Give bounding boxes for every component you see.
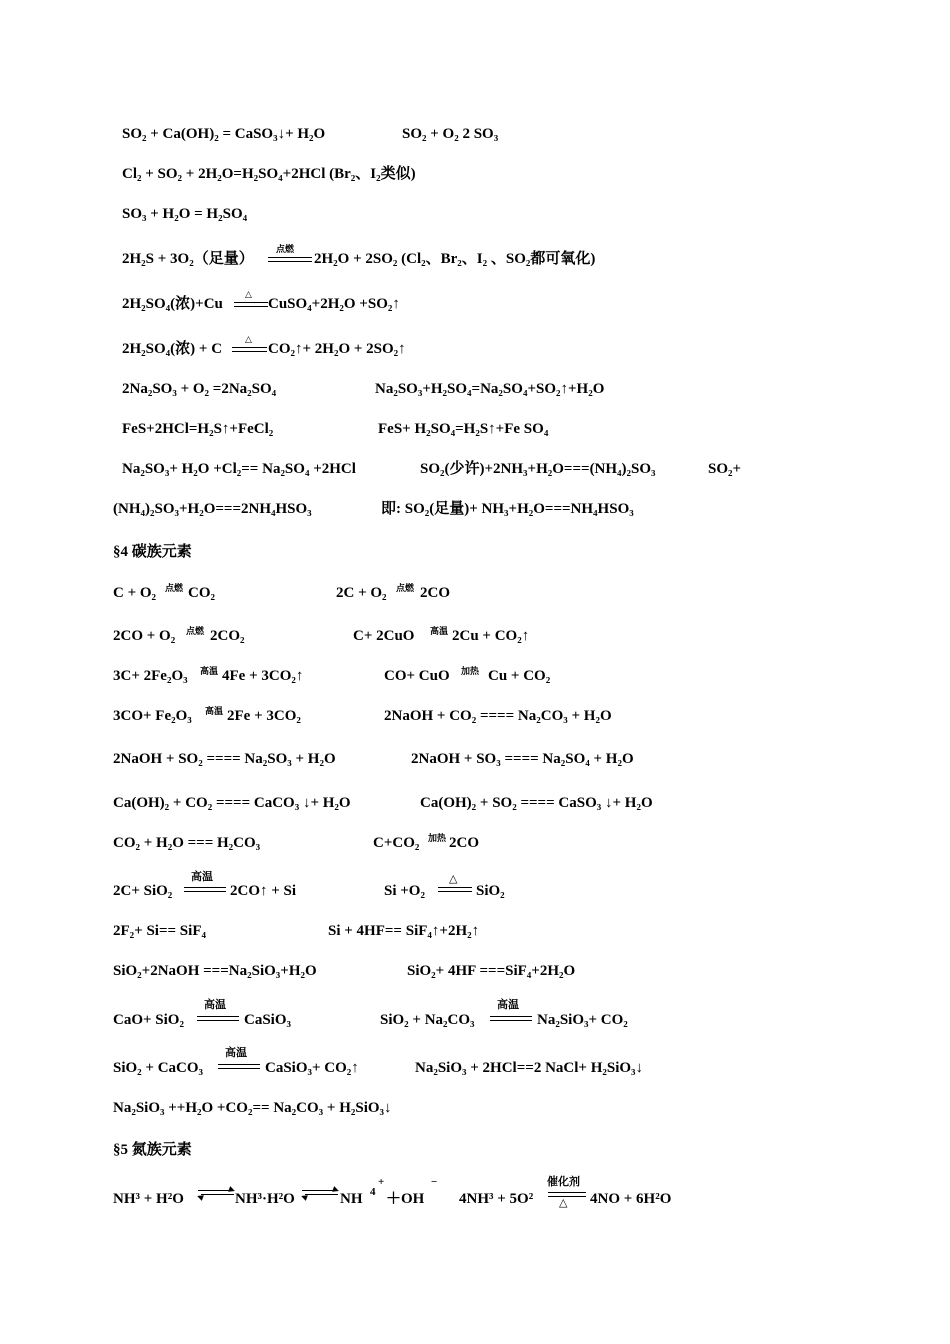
equation: 2H₂O + 2SO₂ (Cl₂、Br₂、I₂ 、SO₂都可氧化)	[314, 251, 596, 267]
reversible-arrow	[198, 1188, 234, 1198]
reaction-condition: 点燃	[165, 583, 184, 593]
equals-sign	[548, 1192, 586, 1197]
equation: Na₂SO₃+H₂SO₄=Na₂SO₄+SO₂↑+H₂O	[375, 381, 605, 397]
equation: 3C+ 2Fe₂O₃	[113, 668, 188, 684]
equation: CuSO₄+2H₂O +SO₂↑	[268, 296, 400, 312]
reaction-condition: 加热	[461, 666, 480, 676]
equation: Na₂SiO₃+ CO₂	[537, 1012, 628, 1028]
equals-sign	[184, 887, 226, 892]
equation: Cl₂ + SO₂ + 2H₂O=H₂SO₄+2HCl (Br₂、I₂类似)	[122, 166, 416, 182]
equation: SiO₂ + CaCO₃	[113, 1060, 204, 1076]
equation: CO+ CuO	[384, 668, 450, 684]
reaction-condition: 高温	[191, 871, 213, 883]
equals-sign	[197, 1016, 239, 1021]
reaction-condition: △	[559, 1197, 568, 1209]
equals-sign	[490, 1016, 532, 1021]
equation: Si + 4HF== SiF₄↑+2H₂↑	[328, 923, 480, 939]
equation: ＋OH	[386, 1191, 425, 1207]
reaction-condition: 高温	[225, 1047, 247, 1059]
equation: 2CO + O₂	[113, 628, 176, 644]
section-heading: §4 碳族元素	[113, 544, 192, 560]
reaction-condition: 点燃	[396, 583, 415, 593]
equation: 2F₂+ Si== SiF₄	[113, 923, 206, 939]
equation: CO₂	[188, 585, 215, 601]
equation: 2H₂S + 3O₂（足量）	[122, 251, 254, 267]
equation: 2CO	[420, 585, 450, 601]
equation: 2NaOH + SO₃ ==== Na₂SO₄ + H₂O	[411, 751, 634, 767]
equation: 2CO₂	[210, 628, 245, 644]
equals-sign	[218, 1064, 260, 1069]
equation: 2Cu + CO₂↑	[452, 628, 530, 644]
equation: 2NaOH + CO₂ ==== Na₂CO₃ + H₂O	[384, 708, 612, 724]
reaction-condition: 高温	[204, 999, 226, 1011]
equation: 2C + O₂	[336, 585, 387, 601]
equation: Na₂SO₃+ H₂O +Cl₂== Na₂SO₄ +2HCl	[122, 461, 356, 477]
reaction-condition: 高温	[205, 706, 224, 716]
equation: 2C+ SiO₂	[113, 883, 173, 899]
equation: SO₂ + Ca(OH)₂ = CaSO₃↓+ H₂O	[122, 126, 326, 142]
equation: C + O₂	[113, 585, 157, 601]
equation: (NH₄)₂SO₃+H₂O===2NH₄HSO₃	[113, 501, 312, 517]
charge-label: −	[431, 1176, 438, 1188]
reaction-condition: △	[449, 873, 458, 885]
equation: Na₂SiO₃ + 2HCl==2 NaCl+ H₂SiO₃↓	[415, 1060, 644, 1076]
equation: 4NH³ + 5O²	[459, 1191, 534, 1207]
reaction-condition: 高温	[497, 999, 519, 1011]
equation: 2CO↑ + Si	[230, 883, 297, 899]
equation: 即: SO₂(足量)+ NH₃+H₂O===NH₄HSO₃	[381, 501, 634, 517]
equation: 2NaOH + SO₂ ==== Na₂SO₃ + H₂O	[113, 751, 336, 767]
equation: SiO₂+ 4HF ===SiF₄+2H₂O	[407, 963, 576, 979]
equation: CO₂↑+ 2H₂O + 2SO₂↑	[268, 341, 406, 357]
equation: SiO₂	[476, 883, 505, 899]
equation: SO₂+	[708, 461, 742, 477]
equation: 2H₂SO₄(浓) + C	[122, 341, 223, 357]
equation: C+ 2CuO	[353, 628, 415, 644]
equation: 3CO+ Fe₂O₃	[113, 708, 192, 724]
equation: Ca(OH)₂ + CO₂ ==== CaCO₃ ↓+ H₂O	[113, 795, 351, 811]
equals-sign	[438, 887, 472, 892]
equals-sign	[234, 302, 268, 307]
equation: FeS+2HCl=H₂S↑+FeCl₂	[122, 421, 274, 437]
equation: SO₃ + H₂O = H₂SO₄	[122, 206, 248, 222]
reaction-condition: 高温	[200, 666, 219, 676]
equation: SO₂ + O₂ 2 SO₃	[402, 126, 499, 142]
equation: Ca(OH)₂ + SO₂ ==== CaSO₃ ↓+ H₂O	[420, 795, 653, 811]
equation: 2H₂SO₄(浓)+Cu	[122, 296, 223, 312]
equation: CaO+ SiO₂	[113, 1012, 184, 1028]
equation: 2CO	[449, 835, 479, 851]
equation: SiO₂+2NaOH ===Na₂SiO₃+H₂O	[113, 963, 317, 979]
charge-label: +	[378, 1176, 385, 1188]
reaction-condition: 加热	[428, 833, 447, 843]
reaction-condition: 点燃	[276, 244, 295, 254]
equals-sign	[268, 257, 312, 262]
equation: CO₂ + H₂O === H₂CO₃	[113, 835, 261, 851]
reaction-condition: △	[245, 334, 252, 344]
equation: NH	[340, 1191, 363, 1207]
equation: C+CO₂	[373, 835, 420, 851]
reaction-condition: 点燃	[186, 626, 205, 636]
equation: Si +O₂	[384, 883, 425, 899]
reaction-condition: △	[245, 289, 252, 299]
equation: CaSiO₃+ CO₂↑	[265, 1060, 359, 1076]
section-heading: §5 氮族元素	[113, 1142, 192, 1158]
equation: SO₂(少许)+2NH₃+H₂O===(NH₄)₂SO₃	[420, 461, 656, 477]
equation: FeS+ H₂SO₄=H₂S↑+Fe SO₄	[378, 421, 549, 437]
equation: NH³·H²O	[235, 1191, 295, 1207]
equation: 4Fe + 3CO₂↑	[222, 668, 304, 684]
reaction-condition: 高温	[430, 626, 449, 636]
reaction-condition: 催化剂	[547, 1176, 580, 1188]
equation: CaSiO₃	[244, 1012, 292, 1028]
equation: 4NO + 6H²O	[590, 1191, 672, 1207]
equation: Cu + CO₂	[488, 668, 551, 684]
equation: Na₂SiO₃ ++H₂O +CO₂== Na₂CO₃ + H₂SiO₃↓	[113, 1100, 392, 1116]
equation: NH³ + H²O	[113, 1191, 184, 1207]
equation: 2Na₂SO₃ + O₂ =2Na₂SO₄	[122, 381, 277, 397]
equation: SiO₂ + Na₂CO₃	[380, 1012, 475, 1028]
equation: 2Fe + 3CO₂	[227, 708, 301, 724]
reversible-arrow	[302, 1188, 338, 1198]
equals-sign	[232, 347, 267, 352]
charge-label: 4	[370, 1186, 376, 1198]
